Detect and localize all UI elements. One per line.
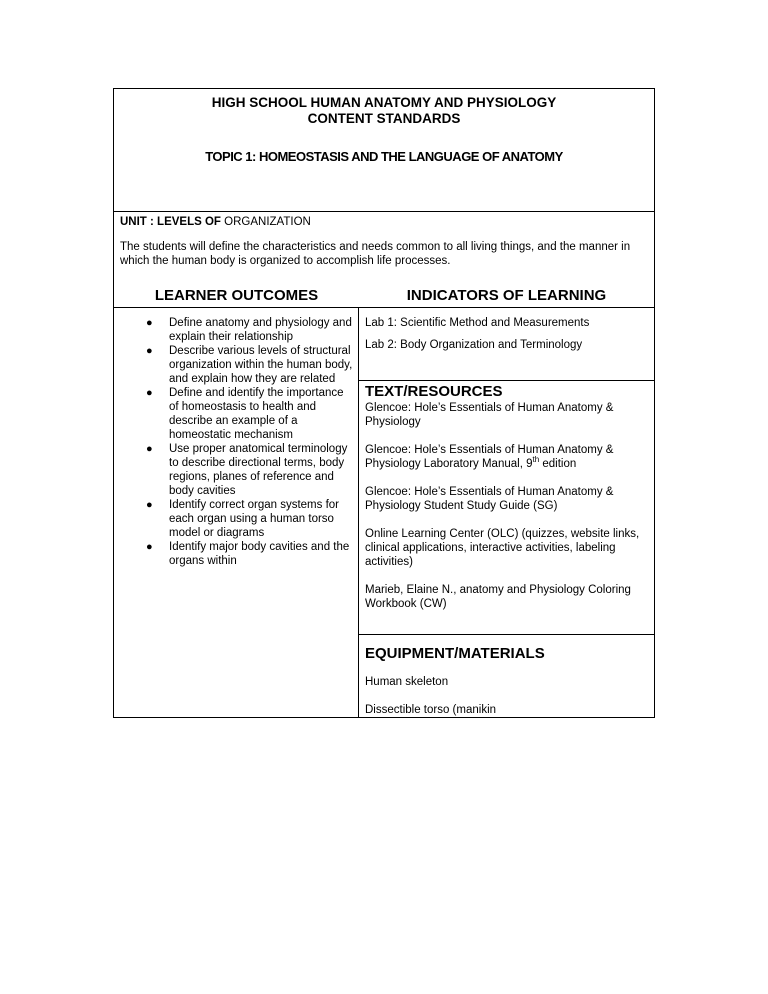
topic-title: TOPIC 1: HOMEOSTASIS AND THE LANGUAGE OF ANATOMY bbox=[205, 149, 563, 164]
outcome-item bbox=[114, 344, 359, 386]
bullet-icon: ● bbox=[146, 317, 153, 329]
outcome-item bbox=[114, 386, 359, 442]
equipment-item: Human skeleton bbox=[365, 676, 449, 688]
outcome-item bbox=[114, 540, 359, 568]
column-headings bbox=[114, 285, 654, 307]
outcome-text: Identify correct organ systems for each organ using a human torso model or diagrams bbox=[169, 499, 340, 539]
outcome-text: Describe various levels of structural organization within the human body, and explain how they are related bbox=[169, 345, 353, 385]
indicators-section bbox=[359, 308, 654, 380]
outcome-text: Define and identify the importance of homeostasis to health and describe an example of a homeostatic mechanism bbox=[169, 387, 344, 441]
outcome-item bbox=[114, 498, 359, 540]
bullet-icon: ● bbox=[146, 345, 153, 357]
resource-item: Online Learning Center (OLC) (quizzes, website links, clinical applications, interactive activities, labeling activities) bbox=[365, 528, 640, 568]
equipment-item: Dissectible torso (manikin bbox=[365, 704, 497, 716]
lab-item: Lab 1: Scientific Method and Measurements bbox=[365, 317, 590, 329]
unit-label-bold: UNIT : LEVELS OF bbox=[120, 216, 221, 228]
unit-label bbox=[120, 216, 648, 228]
resource-item bbox=[365, 443, 648, 471]
title-line-1: HIGH SCHOOL HUMAN ANATOMY AND PHYSIOLOGY bbox=[211, 95, 557, 110]
lab-item: Lab 2: Body Organization and Terminology bbox=[365, 339, 583, 351]
bullet-icon: ● bbox=[146, 541, 153, 553]
edition-rest: edition bbox=[539, 458, 577, 470]
edition-superscript: th bbox=[532, 455, 540, 465]
outcomes-list bbox=[114, 316, 359, 568]
content-box bbox=[113, 88, 655, 718]
bullet-icon: ● bbox=[146, 387, 153, 399]
content-grid bbox=[114, 307, 654, 634]
outcome-text: Identify major body cavities and the organs within bbox=[169, 541, 350, 567]
resources-title: TEXT/RESOURCES bbox=[365, 383, 503, 400]
resource-text: Glencoe: Hole’s Essentials of Human Anatomy & Physiology Laboratory Manual, 9 bbox=[365, 444, 614, 470]
resource-item: Marieb, Elaine N., anatomy and Physiology Coloring Workbook (CW) bbox=[365, 584, 631, 610]
equipment-title: EQUIPMENT/MATERIALS bbox=[365, 645, 545, 662]
resource-item: Glencoe: Hole’s Essentials of Human Anatomy & Physiology Student Study Guide (SG) bbox=[365, 486, 614, 512]
equipment-row bbox=[114, 634, 654, 717]
indicators-column bbox=[359, 308, 654, 634]
bullet-icon: ● bbox=[146, 443, 153, 455]
outcome-text: Define anatomy and physiology and explain their relationship bbox=[169, 317, 352, 343]
resources-section bbox=[359, 381, 654, 610]
resource-item: Glencoe: Hole’s Essentials of Human Anatomy & Physiology bbox=[365, 402, 614, 428]
indicators-heading: INDICATORS OF LEARNING bbox=[406, 287, 607, 304]
equipment-left-blank bbox=[114, 634, 359, 717]
document-header bbox=[114, 95, 654, 211]
title-line-2: CONTENT STANDARDS bbox=[307, 111, 461, 126]
outcome-item bbox=[114, 316, 359, 344]
equipment-section bbox=[359, 634, 654, 717]
unit-section bbox=[114, 211, 654, 285]
outcomes-column bbox=[114, 308, 359, 634]
outcome-text: Use proper anatomical terminology to describe directional terms, body regions, planes of reference and body cavities bbox=[169, 443, 348, 497]
outcome-item bbox=[114, 442, 359, 498]
unit-description: The students will define the characteristics and needs common to all living things, and the manner in which the human body is organized to accomplish life processes. bbox=[120, 241, 631, 267]
learner-outcomes-heading: LEARNER OUTCOMES bbox=[154, 287, 319, 304]
unit-label-rest: ORGANIZATION bbox=[220, 216, 311, 228]
document-table bbox=[113, 88, 655, 718]
bullet-icon: ● bbox=[146, 499, 153, 511]
